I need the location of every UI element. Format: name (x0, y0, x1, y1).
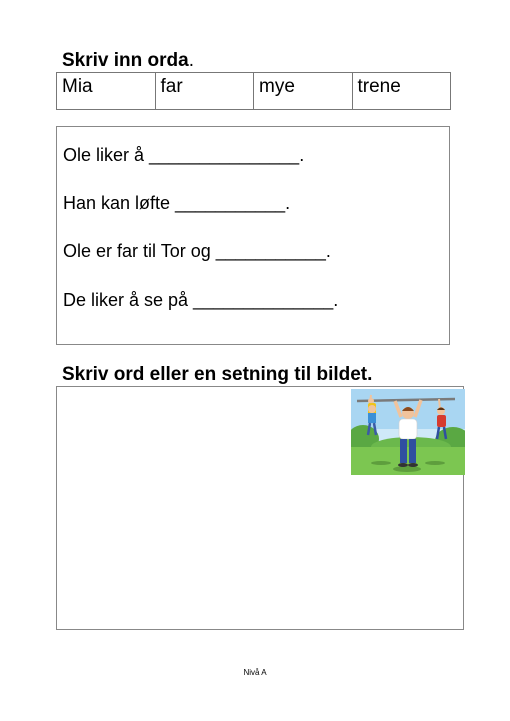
word-cell: mye (254, 73, 353, 110)
word-cell: trene (352, 73, 451, 110)
sentence-4[interactable]: De liker å se på ______________. (63, 290, 339, 310)
word-cell: far (155, 73, 254, 110)
heading-fill-in-words (62, 50, 194, 72)
sentence-1[interactable]: Ole liker å _______________. (63, 145, 305, 165)
word-bank-table (56, 72, 451, 110)
sentence-box (56, 126, 450, 345)
heading-dot: . (188, 50, 194, 71)
page-footer: Nivå A (243, 668, 267, 677)
man-lifting-children-illustration (351, 389, 465, 475)
word-cell: Mia (57, 73, 156, 110)
sentence-2[interactable]: Han kan løfte ___________. (63, 193, 291, 213)
writing-area[interactable] (56, 386, 464, 630)
heading-text: Skriv inn orda (62, 50, 189, 71)
heading-write-sentence: Skriv ord eller en setning til bildet. (62, 364, 373, 385)
sentence-3[interactable]: Ole er far til Tor og ___________. (63, 241, 331, 261)
